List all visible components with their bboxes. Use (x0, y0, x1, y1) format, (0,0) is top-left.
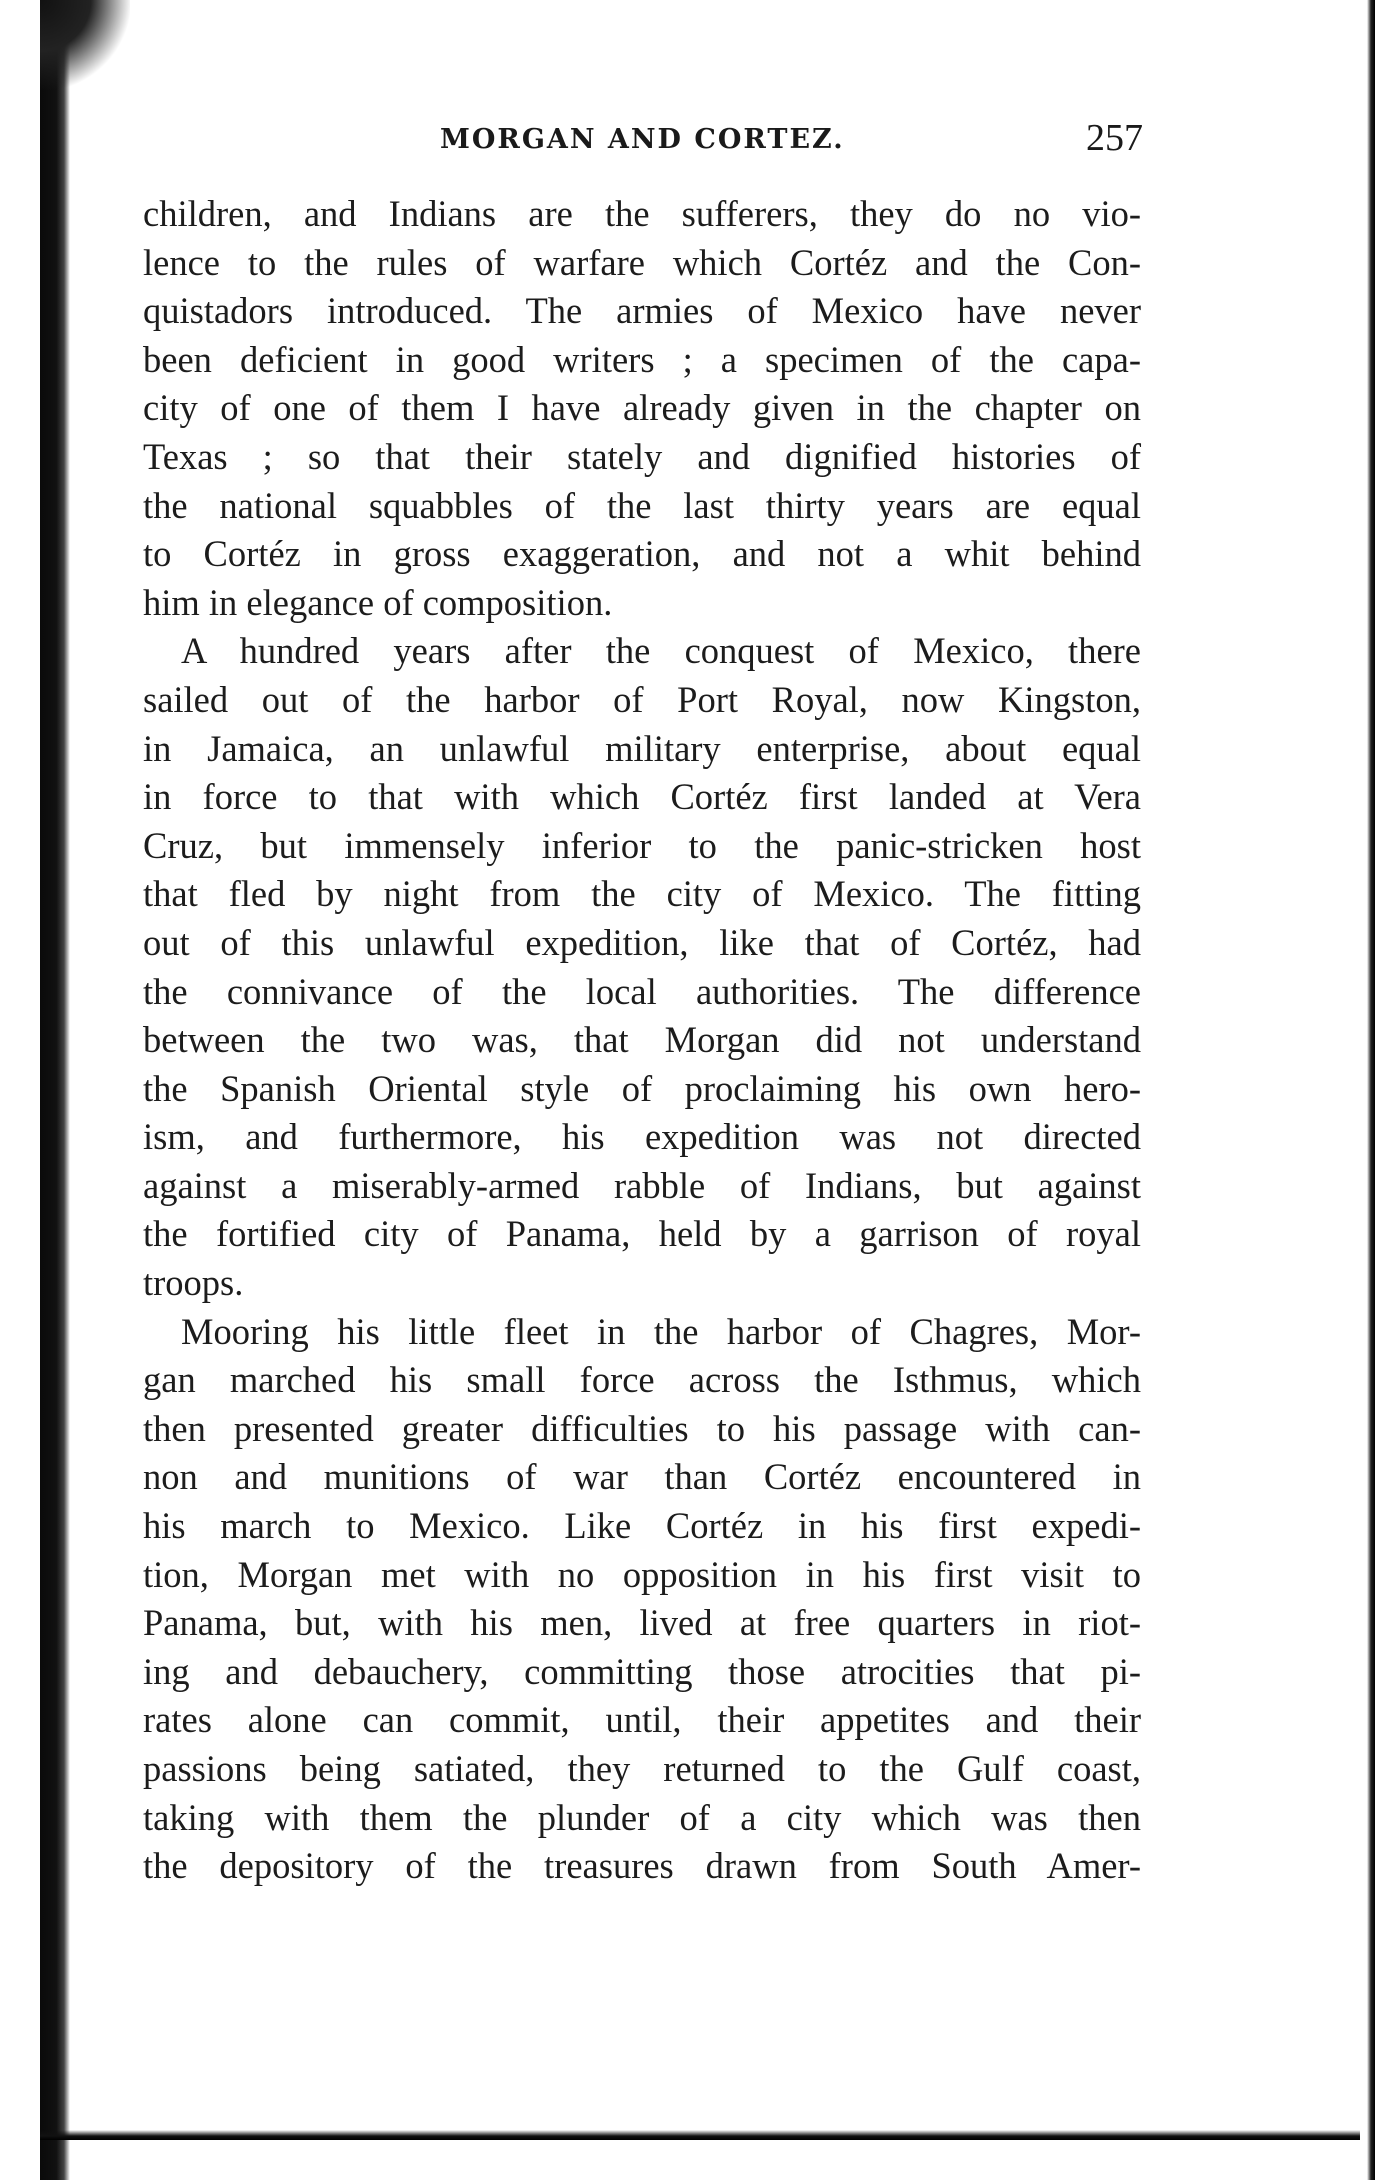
text-line: the connivance of the local authorities. The difference (143, 970, 1141, 1012)
text-line: A hundred years after the conquest of Mexico, there (181, 630, 1141, 672)
running-head (140, 110, 1143, 170)
text-line: tion, Morgan met with no opposition in his first visit to (143, 1553, 1141, 1595)
text-line: the depository of the treasures drawn from South Amer- (143, 1845, 1141, 1887)
text-line: the fortified city of Panama, held by a garrison of royal (143, 1213, 1141, 1255)
text-line: him in elegance of composition. (143, 581, 613, 623)
text-line: Mooring his little fleet in the harbor of Chagres, Mor- (181, 1310, 1141, 1352)
text-line: against a miserably-armed rabble of Indians, but against (143, 1164, 1141, 1206)
text-line: Cruz, but immensely inferior to the panic-stricken host (143, 824, 1141, 866)
text-line: been deficient in good writers ; a specimen of the capa- (143, 338, 1141, 380)
text-line: city of one of them I have already given in the chapter on (143, 387, 1141, 429)
text-line: rates alone can commit, until, their appetites and their (143, 1699, 1141, 1741)
body-text (143, 190, 1141, 1891)
paragraph (143, 627, 1141, 1307)
text-line: out of this unlawful expedition, like that of Cortéz, had (143, 921, 1141, 963)
page-number: 257 (1086, 117, 1143, 159)
text-line: ing and debauchery, committing those atrocities that pi- (143, 1650, 1141, 1692)
text-line: children, and Indians are the sufferers, they do no vio- (143, 193, 1141, 234)
text-line: quistadors introduced. The armies of Mexico have never (143, 290, 1141, 332)
text-line: then presented greater difficulties to his passage with can- (143, 1407, 1141, 1449)
text-line: non and munitions of war than Cortéz encountered in (143, 1456, 1141, 1498)
text-line: between the two was, that Morgan did not understand (143, 1019, 1141, 1061)
text-line: troops. (143, 1262, 244, 1304)
text-line: Panama, but, with his men, lived at free quarters in riot- (143, 1602, 1141, 1644)
running-title: MORGAN AND CORTEZ. (440, 124, 845, 155)
text-line: in force to that with which Cortéz first landed at Vera (143, 776, 1141, 818)
paragraph (143, 190, 1141, 627)
text-line: ism, and furthermore, his expedition was not directed (143, 1116, 1141, 1158)
text-line: his march to Mexico. Like Cortéz in his first expedi- (143, 1505, 1141, 1547)
text-line: sailed out of the harbor of Port Royal, now Kingston, (143, 678, 1141, 720)
text-line: that fled by night from the city of Mexico. The fitting (143, 873, 1141, 915)
text-line: gan marched his small force across the Isthmus, which (143, 1359, 1141, 1401)
text-line: the Spanish Oriental style of proclaiming his own hero- (143, 1067, 1141, 1109)
text-line: Texas ; so that their stately and dignified histories of (143, 435, 1141, 477)
text-line: in Jamaica, an unlawful military enterprise, about equal (143, 727, 1141, 769)
paragraph (143, 1308, 1141, 1891)
text-line: passions being satiated, they returned to the Gulf coast, (143, 1748, 1141, 1789)
scan-edge-bottom (40, 2130, 1360, 2140)
text-line: lence to the rules of warfare which Cortéz and the Con- (143, 241, 1141, 283)
binding-shadow-corner (40, 0, 130, 90)
binding-shadow-left (40, 0, 70, 2180)
text-line: to Cortéz in gross exaggeration, and not a whit behind (143, 533, 1141, 575)
text-line: the national squabbles of the last thirty years are equal (143, 484, 1141, 526)
text-line: taking with them the plunder of a city which was then (143, 1796, 1141, 1838)
scan-edge-right (1367, 0, 1375, 2180)
